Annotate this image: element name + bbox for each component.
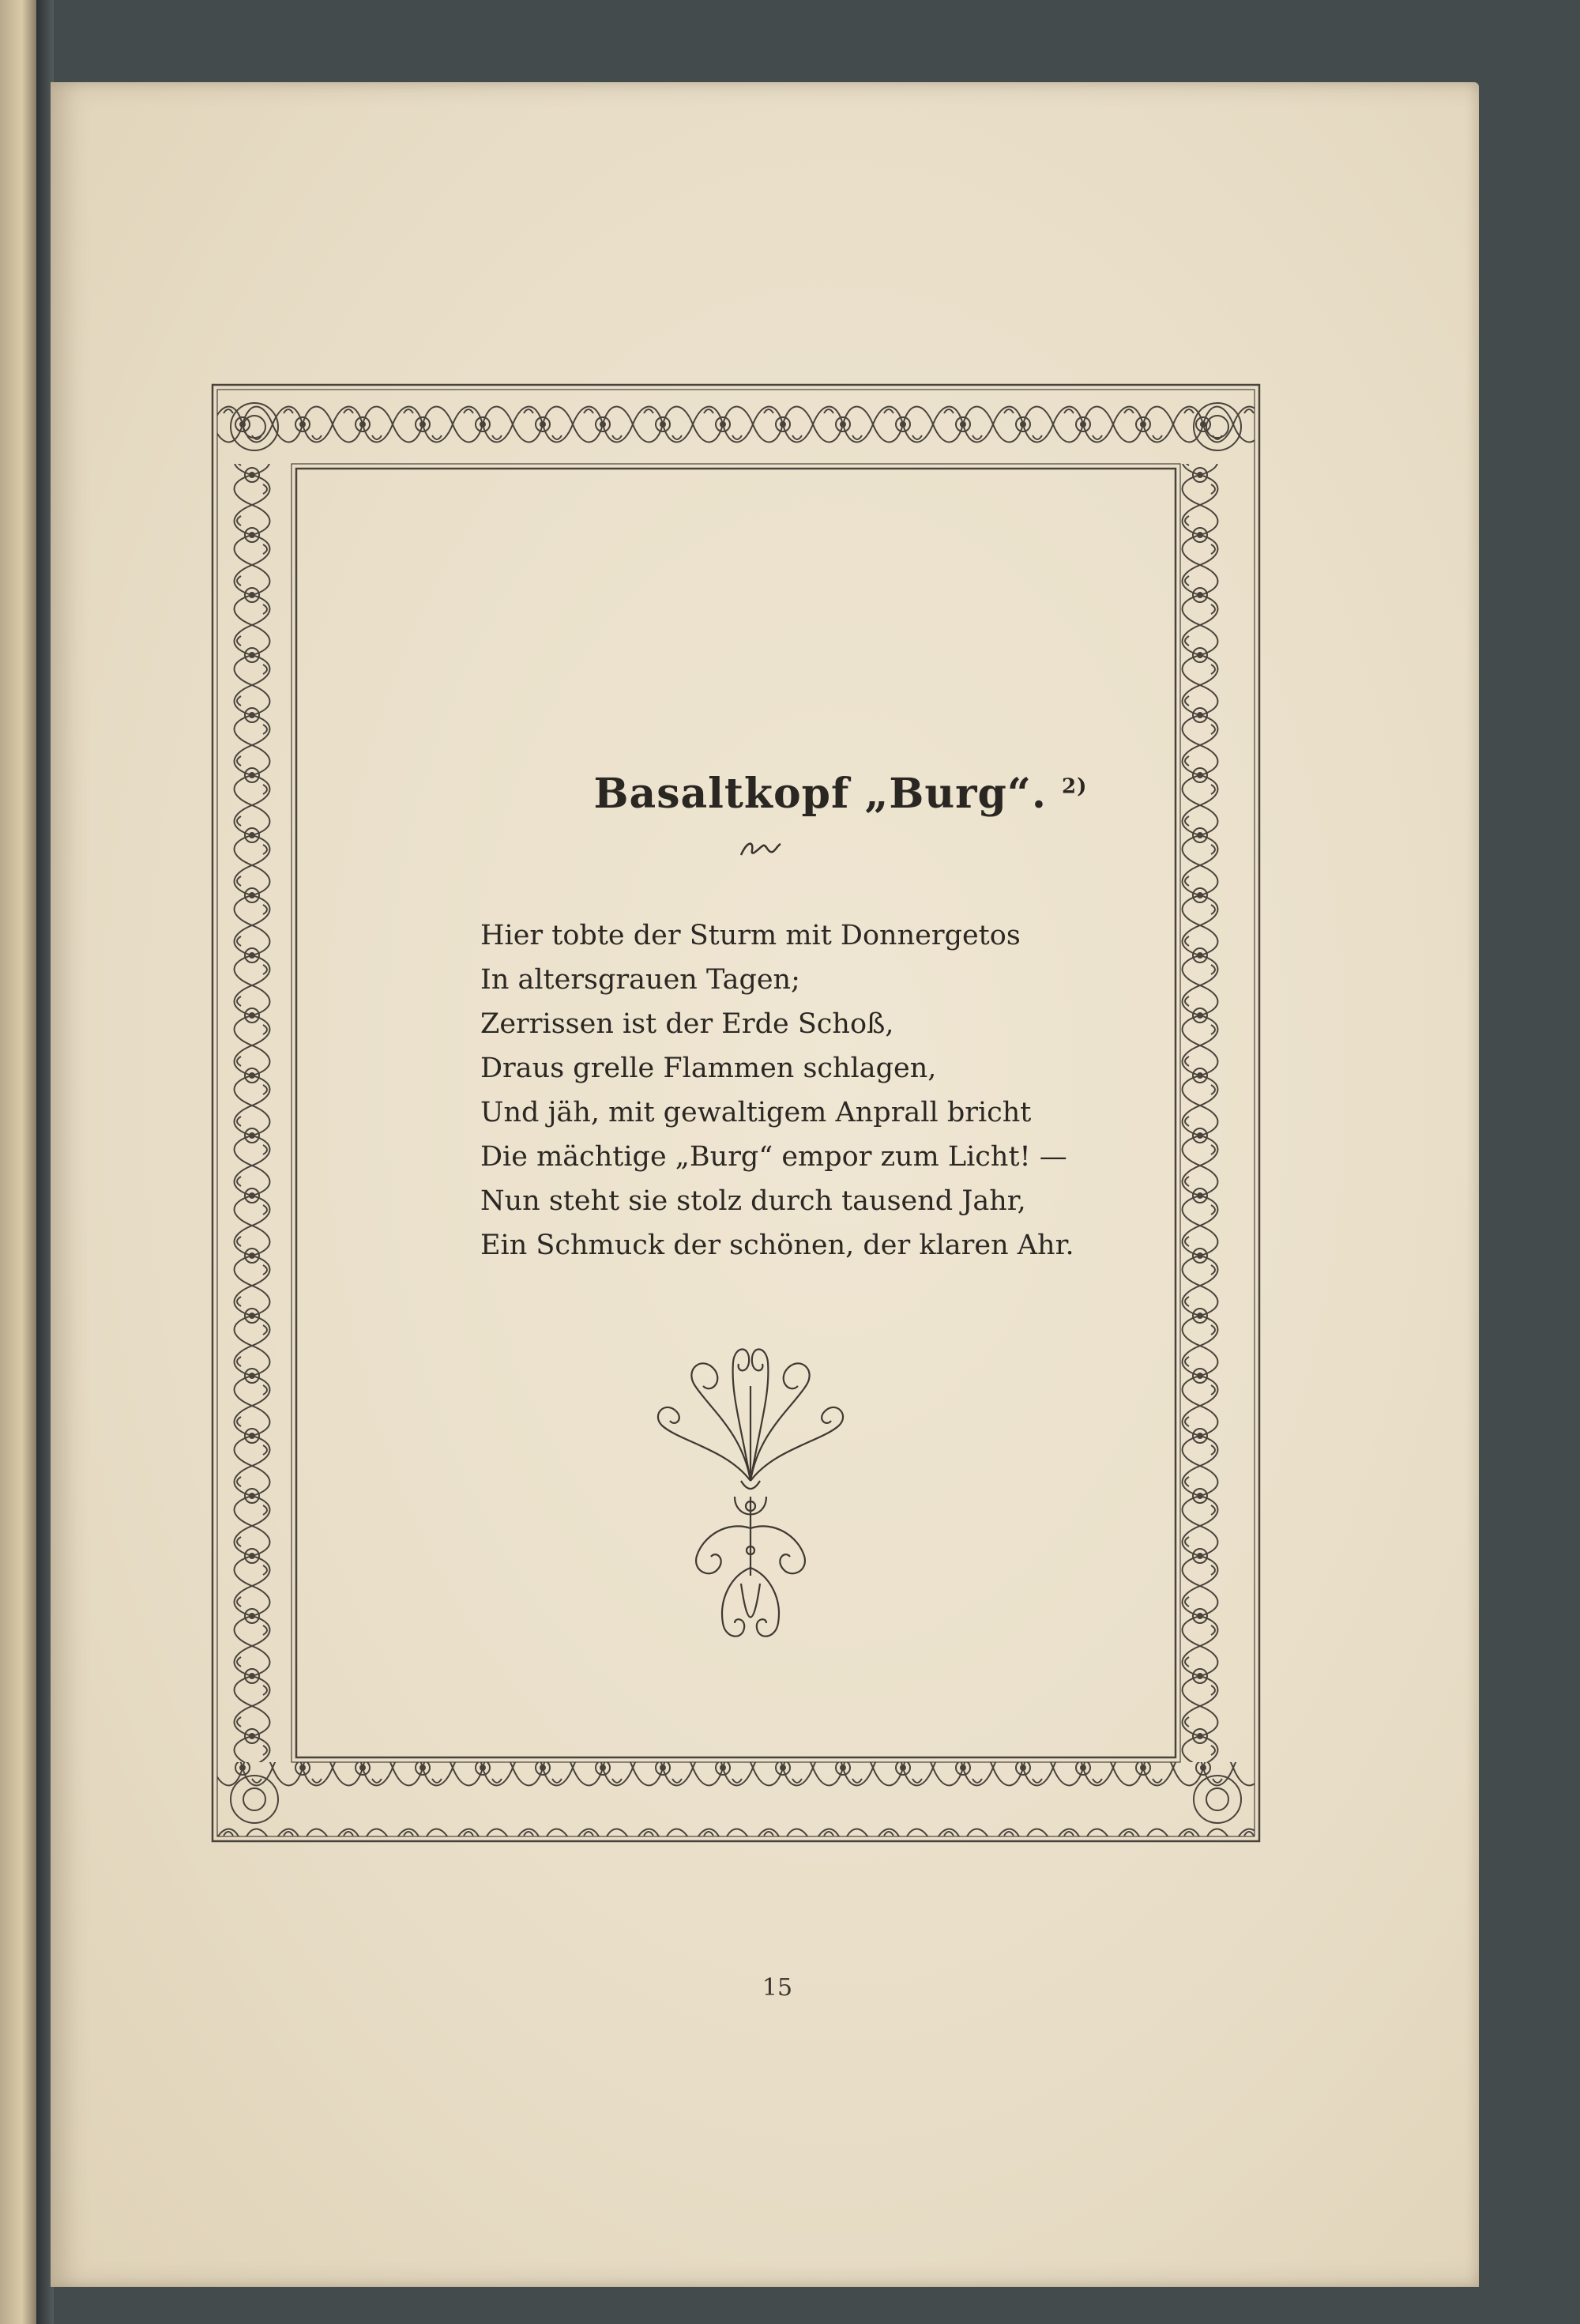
poem-line-6: Die mächtige „Burg“ empor zum Licht! — [480,1141,1067,1173]
poem-line-5: Und jäh, mit gewaltigem Anprall bricht [480,1097,1032,1128]
book-page [51,82,1479,2287]
poem-line-3: Zerrissen ist der Erde Schoß, [480,1008,894,1040]
poem-body [480,913,1112,1267]
floral-vignette-icon [648,1339,853,1655]
poem-title-text: Basaltkopf „Burg“. [593,770,1047,818]
poem-line-4: Draus grelle Flammen schlagen, [480,1053,937,1084]
page-number: 15 [762,1974,793,2002]
title-flourish-icon [736,838,784,861]
poem-line-8: Ein Schmuck der schönen, der klaren Ahr. [480,1230,1074,1261]
poem-line-2: In altersgrauen Tagen; [480,964,800,996]
footnote-marker: 2) [1062,774,1088,799]
poem-line-1: Hier tobte der Sturm mit Donnergetos [480,920,1021,951]
left-page-edge [0,0,36,2324]
poem-line-7: Nun steht sie stolz durch tausend Jahr, [480,1185,1026,1217]
poem-title [556,770,1125,818]
